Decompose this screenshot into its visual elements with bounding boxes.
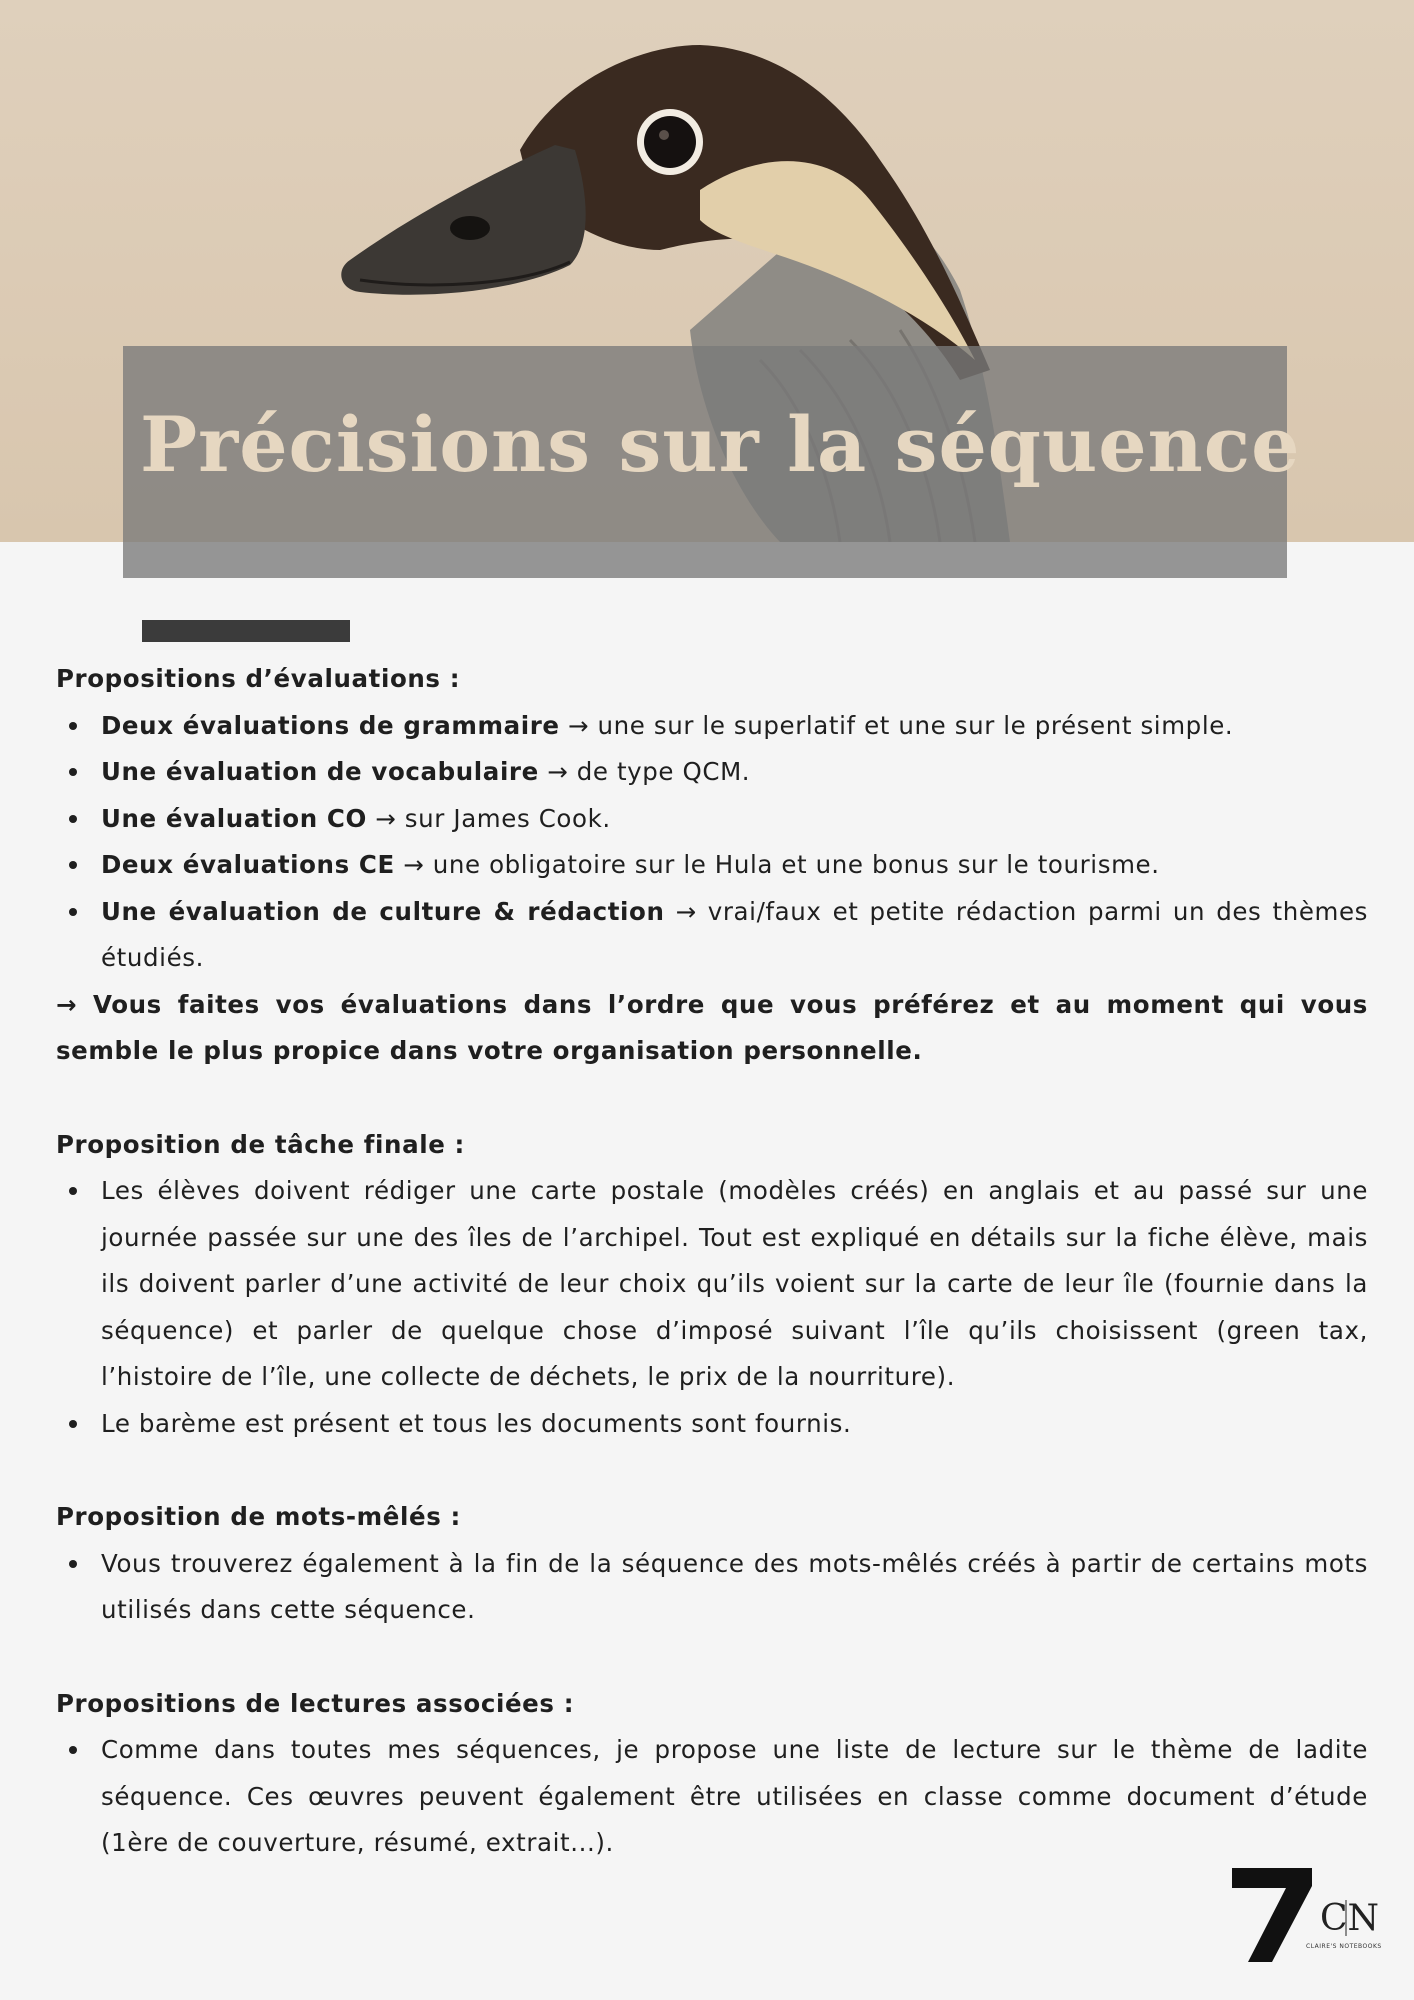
section-heading: Propositions de lectures associées : bbox=[56, 1688, 575, 1718]
item-bold: Une évaluation de vocabulaire bbox=[101, 757, 539, 786]
item-bold: Deux évaluations de grammaire bbox=[101, 710, 560, 740]
logo-seven bbox=[1232, 1868, 1312, 1962]
item-bold: Deux évaluations CE bbox=[101, 850, 395, 879]
list-item bbox=[56, 703, 1368, 750]
accent-bar bbox=[142, 620, 350, 642]
item-bold: Une évaluation de culture & rédaction bbox=[101, 896, 665, 926]
logo-tagline: CLAIRE'S NOTEBOOKS bbox=[1306, 1943, 1382, 1950]
list-item: Vous trouverez également à la fin de la séquence des mots-mêlés créés à partir de certains mots utilisés dans cette séquence. bbox=[56, 1541, 1368, 1634]
main-content bbox=[56, 656, 1368, 1867]
section-readings bbox=[56, 1681, 1368, 1867]
word-search-list bbox=[56, 1541, 1368, 1634]
section-heading: Propositions d’évaluations : bbox=[56, 664, 461, 693]
item-bold: Une évaluation CO bbox=[101, 803, 367, 833]
item-text: → vrai/faux et petite rédaction parmi un des thèmes étudiés. bbox=[101, 896, 1368, 972]
page-title: Précisions sur la séquence bbox=[140, 400, 1301, 489]
list-item bbox=[56, 749, 1368, 796]
item-text: → sur James Cook. bbox=[366, 803, 611, 833]
evaluations-list bbox=[56, 703, 1368, 982]
section-evaluations bbox=[56, 656, 1368, 1075]
list-item bbox=[56, 796, 1368, 843]
list-item bbox=[56, 842, 1368, 889]
list-item: Les élèves doivent rédiger une carte postale (modèles créés) en anglais et au passé sur une journée passée sur une des îles de l’archipel. Tout est expliqué en détails sur la fiche élève, mais ils doivent parler d’une activité de leur choix qu’ils voient sur la carte de leur île (fournie dans la séquence) et parler de quelque chose d’imposé suivant l’île qu’ils choisissent (green tax, l’histoire de l’île, une collecte de déchets, le prix de la nourriture). bbox=[56, 1168, 1368, 1401]
section-word-search bbox=[56, 1494, 1368, 1634]
section-final-task bbox=[56, 1122, 1368, 1448]
brand-logo bbox=[1228, 1864, 1398, 1964]
section-heading: Proposition de mots-mêlés : bbox=[56, 1502, 461, 1531]
section-heading: Proposition de tâche finale : bbox=[56, 1129, 465, 1159]
logo-initials: CN bbox=[1320, 1898, 1380, 1939]
item-text: → une obligatoire sur le Hula et une bonus sur le tourisme. bbox=[394, 850, 1160, 879]
evaluations-note: → Vous faites vos évaluations dans l’ordre que vous préférez et au moment qui vous semble le plus propice dans votre organisation personnelle. bbox=[56, 989, 1368, 1065]
list-item bbox=[56, 889, 1368, 982]
item-text: → une sur le superlatif et une sur le présent simple. bbox=[559, 710, 1234, 740]
item-text: → de type QCM. bbox=[538, 757, 751, 786]
final-task-list bbox=[56, 1168, 1368, 1447]
list-item: Comme dans toutes mes séquences, je propose une liste de lecture sur le thème de ladite séquence. Ces œuvres peuvent également être utilisées en classe comme document d’étude (1ère de couverture, résumé, extrait...). bbox=[56, 1727, 1368, 1867]
list-item: Le barème est présent et tous les documents sont fournis. bbox=[56, 1401, 1368, 1448]
readings-list bbox=[56, 1727, 1368, 1867]
